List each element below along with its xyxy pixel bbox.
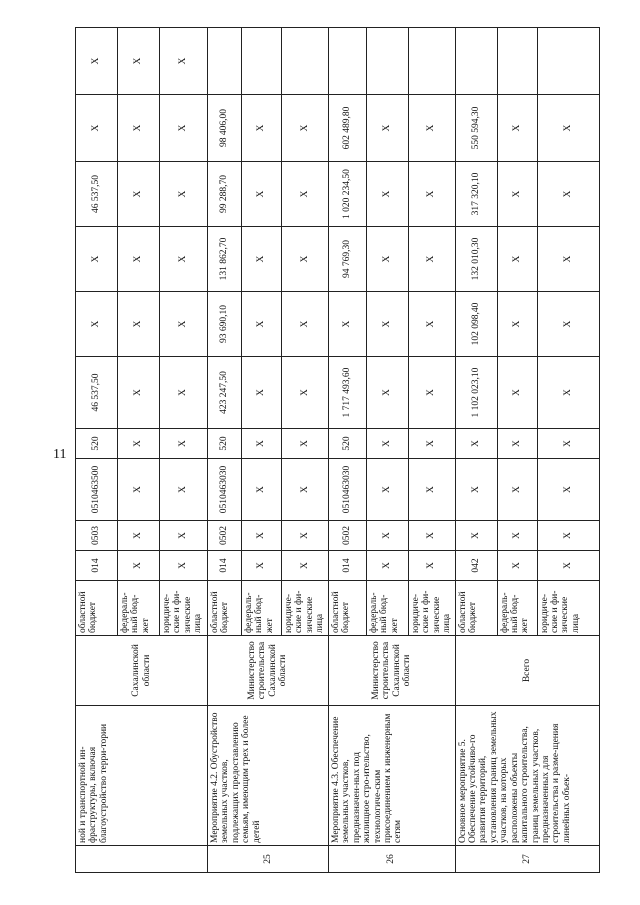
year-5 bbox=[208, 28, 242, 95]
target-article: X bbox=[366, 459, 408, 521]
expense-type: X bbox=[118, 429, 160, 459]
target-article: X bbox=[408, 459, 455, 521]
expense-type: X bbox=[160, 429, 208, 459]
expense-type: X bbox=[282, 429, 329, 459]
row-number: 26 bbox=[328, 846, 455, 873]
year-1: 102 098,40 bbox=[455, 292, 497, 357]
year-1: X bbox=[408, 292, 455, 357]
year-4: X bbox=[160, 95, 208, 162]
year-2: X bbox=[118, 227, 160, 292]
target-article: 0510463030 bbox=[208, 459, 242, 521]
expense-type: 520 bbox=[76, 429, 118, 459]
year-5 bbox=[242, 28, 282, 95]
row-number: 27 bbox=[455, 846, 599, 873]
total-amount: X bbox=[242, 357, 282, 429]
section-code: X bbox=[455, 521, 497, 551]
year-2: X bbox=[242, 227, 282, 292]
grbs-code: X bbox=[537, 551, 599, 581]
section-code: X bbox=[242, 521, 282, 551]
total-amount: X bbox=[118, 357, 160, 429]
measure-name: Основное мероприятие 5. Обеспечение устойчиво-го развития территорий, установления границ земельных участков, на которых расположены объекты капитального строительства, границ земельных участков, предназначенных для строительства и разме-щения линейных объек- bbox=[455, 706, 599, 846]
rotated-table-wrapper bbox=[75, 28, 580, 873]
total-amount: X bbox=[537, 357, 599, 429]
year-3: 1 020 234,50 bbox=[328, 162, 366, 227]
year-5 bbox=[408, 28, 455, 95]
year-5 bbox=[537, 28, 599, 95]
year-1: X bbox=[366, 292, 408, 357]
year-1: X bbox=[242, 292, 282, 357]
year-4: X bbox=[118, 95, 160, 162]
expense-type: 520 bbox=[328, 429, 366, 459]
year-5 bbox=[282, 28, 329, 95]
year-2: 131 862,70 bbox=[208, 227, 242, 292]
row-number bbox=[76, 846, 208, 873]
table-body bbox=[76, 28, 600, 873]
total-amount: 1 717 493,60 bbox=[328, 357, 366, 429]
year-3: X bbox=[497, 162, 537, 227]
year-3: X bbox=[242, 162, 282, 227]
executor: Сахалинской области bbox=[76, 636, 208, 706]
year-3: 46 537,50 bbox=[76, 162, 118, 227]
year-5 bbox=[455, 28, 497, 95]
grbs-code: 014 bbox=[208, 551, 242, 581]
funding-source: юридиче-ские и фи-зические лица bbox=[160, 581, 208, 636]
year-3: X bbox=[282, 162, 329, 227]
expense-type: 520 bbox=[208, 429, 242, 459]
year-5 bbox=[366, 28, 408, 95]
year-4: X bbox=[497, 95, 537, 162]
total-amount: 1 102 023,10 bbox=[455, 357, 497, 429]
year-5 bbox=[328, 28, 366, 95]
table-row bbox=[208, 28, 242, 873]
year-4: 550 594,30 bbox=[455, 95, 497, 162]
section-code: 0502 bbox=[328, 521, 366, 551]
funding-source: областной бюджет bbox=[208, 581, 242, 636]
total-amount: 46 537,50 bbox=[76, 357, 118, 429]
total-amount: X bbox=[366, 357, 408, 429]
year-5: X bbox=[160, 28, 208, 95]
section-code: X bbox=[160, 521, 208, 551]
expense-type: X bbox=[497, 429, 537, 459]
year-1: X bbox=[282, 292, 329, 357]
year-4: X bbox=[282, 95, 329, 162]
target-article: X bbox=[118, 459, 160, 521]
year-4: X bbox=[76, 95, 118, 162]
funding-source: юридиче-ские и фи-зические лица bbox=[537, 581, 599, 636]
grbs-code: X bbox=[497, 551, 537, 581]
total-amount: X bbox=[160, 357, 208, 429]
year-2: X bbox=[160, 227, 208, 292]
year-1: 93 690,10 bbox=[208, 292, 242, 357]
year-3: X bbox=[118, 162, 160, 227]
executor: Всего bbox=[455, 636, 599, 706]
year-1: X bbox=[118, 292, 160, 357]
section-code: X bbox=[408, 521, 455, 551]
funding-source: областной бюджет bbox=[328, 581, 366, 636]
year-2: 132 010,30 bbox=[455, 227, 497, 292]
target-article: X bbox=[242, 459, 282, 521]
funding-source: федераль-ный бюд-жет bbox=[366, 581, 408, 636]
grbs-code: X bbox=[160, 551, 208, 581]
measure-name: Мероприятие 4.3. Обеспечение земельных участков, предназначен-ных под жилищное стро-ительство, технологиче-ским присоединением к инженерным сетям bbox=[328, 706, 455, 846]
expense-type: X bbox=[242, 429, 282, 459]
section-code: X bbox=[537, 521, 599, 551]
year-1: X bbox=[328, 292, 366, 357]
year-5: X bbox=[76, 28, 118, 95]
year-4: X bbox=[366, 95, 408, 162]
year-3: 317 320,10 bbox=[455, 162, 497, 227]
grbs-code: 042 bbox=[455, 551, 497, 581]
total-amount: X bbox=[497, 357, 537, 429]
target-article: 0510463500 bbox=[76, 459, 118, 521]
grbs-code: X bbox=[408, 551, 455, 581]
year-4: 602 489,80 bbox=[328, 95, 366, 162]
year-2: X bbox=[282, 227, 329, 292]
year-1: X bbox=[537, 292, 599, 357]
year-1: X bbox=[160, 292, 208, 357]
year-3: X bbox=[408, 162, 455, 227]
year-5: X bbox=[118, 28, 160, 95]
budget-table bbox=[75, 27, 600, 873]
grbs-code: 014 bbox=[76, 551, 118, 581]
target-article: X bbox=[160, 459, 208, 521]
funding-source: федераль-ный бюд-жет bbox=[242, 581, 282, 636]
funding-source: областной бюджет bbox=[455, 581, 497, 636]
funding-source: федераль-ный бюд-жет bbox=[118, 581, 160, 636]
measure-name: Мероприятие 4.2. Обустройство земельных участков, подлежащих предоставлению семьям, имеющим трех и более детей bbox=[208, 706, 329, 846]
funding-source: областной бюджет bbox=[76, 581, 118, 636]
grbs-code: 014 bbox=[328, 551, 366, 581]
year-4: X bbox=[408, 95, 455, 162]
year-1: X bbox=[497, 292, 537, 357]
section-code: 0502 bbox=[208, 521, 242, 551]
total-amount: X bbox=[282, 357, 329, 429]
year-2: X bbox=[537, 227, 599, 292]
year-3: X bbox=[366, 162, 408, 227]
expense-type: X bbox=[366, 429, 408, 459]
page-number: 11 bbox=[53, 447, 67, 462]
expense-type: X bbox=[537, 429, 599, 459]
funding-source: юридиче-ские и фи-зические лица bbox=[408, 581, 455, 636]
target-article: X bbox=[497, 459, 537, 521]
funding-source: федераль-ный бюд-жет bbox=[497, 581, 537, 636]
year-3: X bbox=[160, 162, 208, 227]
expense-type: X bbox=[455, 429, 497, 459]
year-2: 94 769,30 bbox=[328, 227, 366, 292]
year-3: 99 288,70 bbox=[208, 162, 242, 227]
year-2: X bbox=[408, 227, 455, 292]
section-code: 0503 bbox=[76, 521, 118, 551]
target-article: 0510463030 bbox=[328, 459, 366, 521]
section-code: X bbox=[282, 521, 329, 551]
target-article: X bbox=[537, 459, 599, 521]
measure-name: ной и транспортной ин-фраструктуры, включая благоустройство терри-тории bbox=[76, 706, 208, 846]
table-row bbox=[76, 28, 118, 873]
table-row bbox=[328, 28, 366, 873]
grbs-code: X bbox=[118, 551, 160, 581]
year-1: X bbox=[76, 292, 118, 357]
executor: Министерство строительства Сахалинской области bbox=[208, 636, 329, 706]
year-3: X bbox=[537, 162, 599, 227]
year-2: X bbox=[366, 227, 408, 292]
target-article: X bbox=[455, 459, 497, 521]
year-4: X bbox=[537, 95, 599, 162]
grbs-code: X bbox=[366, 551, 408, 581]
year-5 bbox=[497, 28, 537, 95]
executor: Министерство строительства Сахалинской области bbox=[328, 636, 455, 706]
table-row bbox=[455, 28, 497, 873]
year-2: X bbox=[497, 227, 537, 292]
total-amount: X bbox=[408, 357, 455, 429]
funding-source: юридиче-ские и фи-зические лица bbox=[282, 581, 329, 636]
section-code: X bbox=[366, 521, 408, 551]
year-2: X bbox=[76, 227, 118, 292]
grbs-code: X bbox=[282, 551, 329, 581]
grbs-code: X bbox=[242, 551, 282, 581]
row-number: 25 bbox=[208, 846, 329, 873]
year-4: 98 406,00 bbox=[208, 95, 242, 162]
section-code: X bbox=[497, 521, 537, 551]
expense-type: X bbox=[408, 429, 455, 459]
total-amount: 423 247,50 bbox=[208, 357, 242, 429]
target-article: X bbox=[282, 459, 329, 521]
section-code: X bbox=[118, 521, 160, 551]
year-4: X bbox=[242, 95, 282, 162]
